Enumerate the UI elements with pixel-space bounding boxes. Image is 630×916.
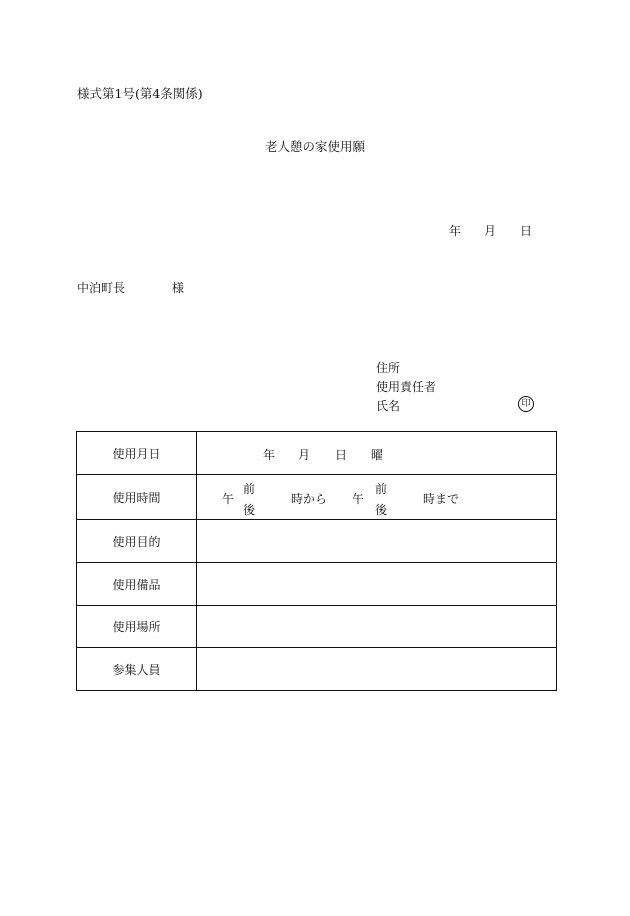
- date-month: 月: [484, 224, 497, 238]
- row-usage-date: [77, 432, 557, 475]
- usage-date-year: 年: [263, 448, 276, 462]
- label-usage-time: 使用時間: [77, 475, 197, 520]
- usage-date-day: 日: [335, 448, 348, 462]
- row-usage-place: [77, 606, 557, 648]
- label-usage-date: 使用月日: [77, 432, 197, 475]
- value-usage-date[interactable]: [197, 432, 557, 475]
- value-usage-place[interactable]: [197, 606, 557, 648]
- usage-date-weekday: 曜: [371, 448, 384, 462]
- row-attendees: [77, 648, 557, 691]
- start-noon-char: 午: [222, 492, 235, 506]
- row-usage-equipment: [77, 563, 557, 606]
- label-usage-purpose: 使用目的: [77, 520, 197, 563]
- seal-mark-icon: 印: [518, 396, 534, 412]
- addressee-honorific: 様: [172, 281, 185, 295]
- end-am-option[interactable]: 前: [375, 482, 388, 496]
- value-usage-purpose[interactable]: [197, 520, 557, 563]
- end-pm-option[interactable]: 後: [375, 503, 388, 517]
- value-usage-time[interactable]: [197, 475, 557, 520]
- end-noon-char: 午: [352, 492, 365, 506]
- label-attendees: 参集人員: [77, 648, 197, 691]
- label-usage-place: 使用場所: [77, 606, 197, 648]
- value-attendees[interactable]: [197, 648, 557, 691]
- value-usage-equipment[interactable]: [197, 563, 557, 606]
- date-day: 日: [520, 224, 533, 238]
- applicant-responsible-label: 使用責任者: [376, 380, 437, 394]
- label-usage-equipment: 使用備品: [77, 563, 197, 606]
- start-time-suffix: 時から: [291, 492, 328, 506]
- applicant-name-label: 氏名: [376, 399, 401, 413]
- form-number: 様式第1号(第4条関係): [77, 86, 203, 101]
- applicant-address-label: 住所: [376, 361, 401, 375]
- usage-date-month: 月: [298, 448, 311, 462]
- end-time-suffix: 時まで: [423, 492, 460, 506]
- addressee-name: 中泊町長: [77, 281, 126, 295]
- start-am-option[interactable]: 前: [243, 482, 256, 496]
- start-pm-option[interactable]: 後: [243, 503, 256, 517]
- date-year: 年: [449, 224, 462, 238]
- document-title: 老人憩の家使用願: [264, 139, 365, 154]
- row-usage-purpose: [77, 520, 557, 563]
- usage-details-table: [76, 431, 557, 691]
- row-usage-time: [77, 475, 557, 520]
